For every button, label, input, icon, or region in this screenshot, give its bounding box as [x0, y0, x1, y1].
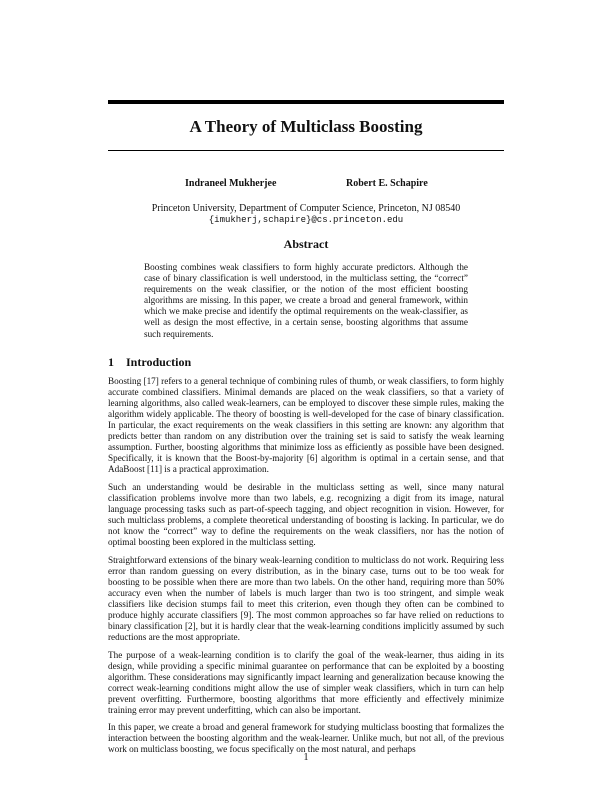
abstract-text: Boosting combines weak classifiers to form highly accurate predictors. Although the case of binary classification is well understood, in the multiclass setting, the “correct” requirements on the weak classifier, or the notion of the most efficient boosting algorithms are missing. In this paper, we create a broad and general framework, within which we make precise and identify the optimal requirements on the weak-classifier, as well as design the most effective, in a certain sense, boosting algorithms that assume such requirements. [144, 262, 468, 339]
paragraph: Such an understanding would be desirable in the multiclass setting as well, since many natural classification problems involve more than two labels, e.g. recognizing a digit from its image, natural language processing tasks such as part-of-speech tagging, and object recognition in vision. However, for such multiclass problems, a complete theoretical understanding of boosting is lacking. In particular, we do not know the “correct” way to define the requirements on the weak classifiers, nor has the notion of optimal boosting been explored in the multiclass setting. [108, 481, 504, 548]
author-email: {imukherj,schapire}@cs.princeton.edu [208, 215, 404, 225]
paragraph: In this paper, we create a broad and general framework for studying multiclass boosting that formalizes the interaction between the boosting algorithm and the weak-learner. Unlike much, but not all, of the previous work on multiclass boosting, we focus specifically on the most natural, and perhaps [108, 722, 504, 755]
paragraph: Boosting [17] refers to a general technique of combining rules of thumb, or weak classifiers, to form highly accurate combined classifiers. Minimal demands are placed on the weak classifiers, so that a variety of learning algorithms, also called weak-learners, can be employed to discover these simple rules, making the algorithm widely applicable. The theory of boosting is well-developed for the case of binary classification. In particular, the exact requirements on the weak classifiers in this setting are known: any algorithm that predicts better than random on any distribution over the training set is said to satisfy the weak learning assumption. Further, boosting algorithms that minimize loss as efficiently as possible have been designed. Specifically, it is known that the Boost-by-majority [6] algorithm is optimal in a certain sense, and that AdaBoost [11] is a practical approximation. [108, 376, 504, 475]
page-number: 1 [303, 752, 309, 763]
paper-title: A Theory of Multiclass Boosting [189, 117, 423, 136]
section-title: Introduction [126, 355, 192, 369]
affiliation: Princeton University, Department of Computer Science, Princeton, NJ 08540 [151, 203, 461, 214]
section-heading [108, 355, 191, 370]
body-text [108, 376, 504, 762]
paragraph: The purpose of a weak-learning condition is to clarify the goal of the weak-learner, thus aiding in its design, while providing a specific minimal guarantee on performance that can be exploited by a boosting algorithm. These considerations may significantly impact learning and generalization because knowing the correct weak-learning conditions might allow the use of simpler weak classifiers, which in turn can help prevent overfitting. Furthermore, boosting algorithms that more efficiently and effectively minimize training error may prevent underfitting, which can also be important. [108, 649, 504, 715]
abstract-heading: Abstract [283, 237, 329, 251]
title-rule-bottom [108, 150, 504, 151]
author-name: Robert E. Schapire [346, 178, 428, 189]
section-number: 1 [108, 355, 114, 369]
author-name: Indraneel Mukherjee [185, 178, 277, 189]
title-rule-top [108, 100, 504, 104]
paragraph: Straightforward extensions of the binary weak-learning condition to multiclass do not work. Requiring less error than random guessing on every distribution, as in the binary case, turns out to be too weak for boosting to be possible when there are more than two labels. On the other hand, requiring more than 50% accuracy even when the number of labels is much larger than two is too stringent, and simple weak classifiers like decision stumps fail to meet this criterion, even though they often can be combined to produce highly accurate classifiers [9]. The most common approaches so far have relied on reductions to binary classification [2], but it is hardly clear that the weak-learning conditions implicitly assumed by such reductions are the most appropriate. [108, 554, 504, 643]
